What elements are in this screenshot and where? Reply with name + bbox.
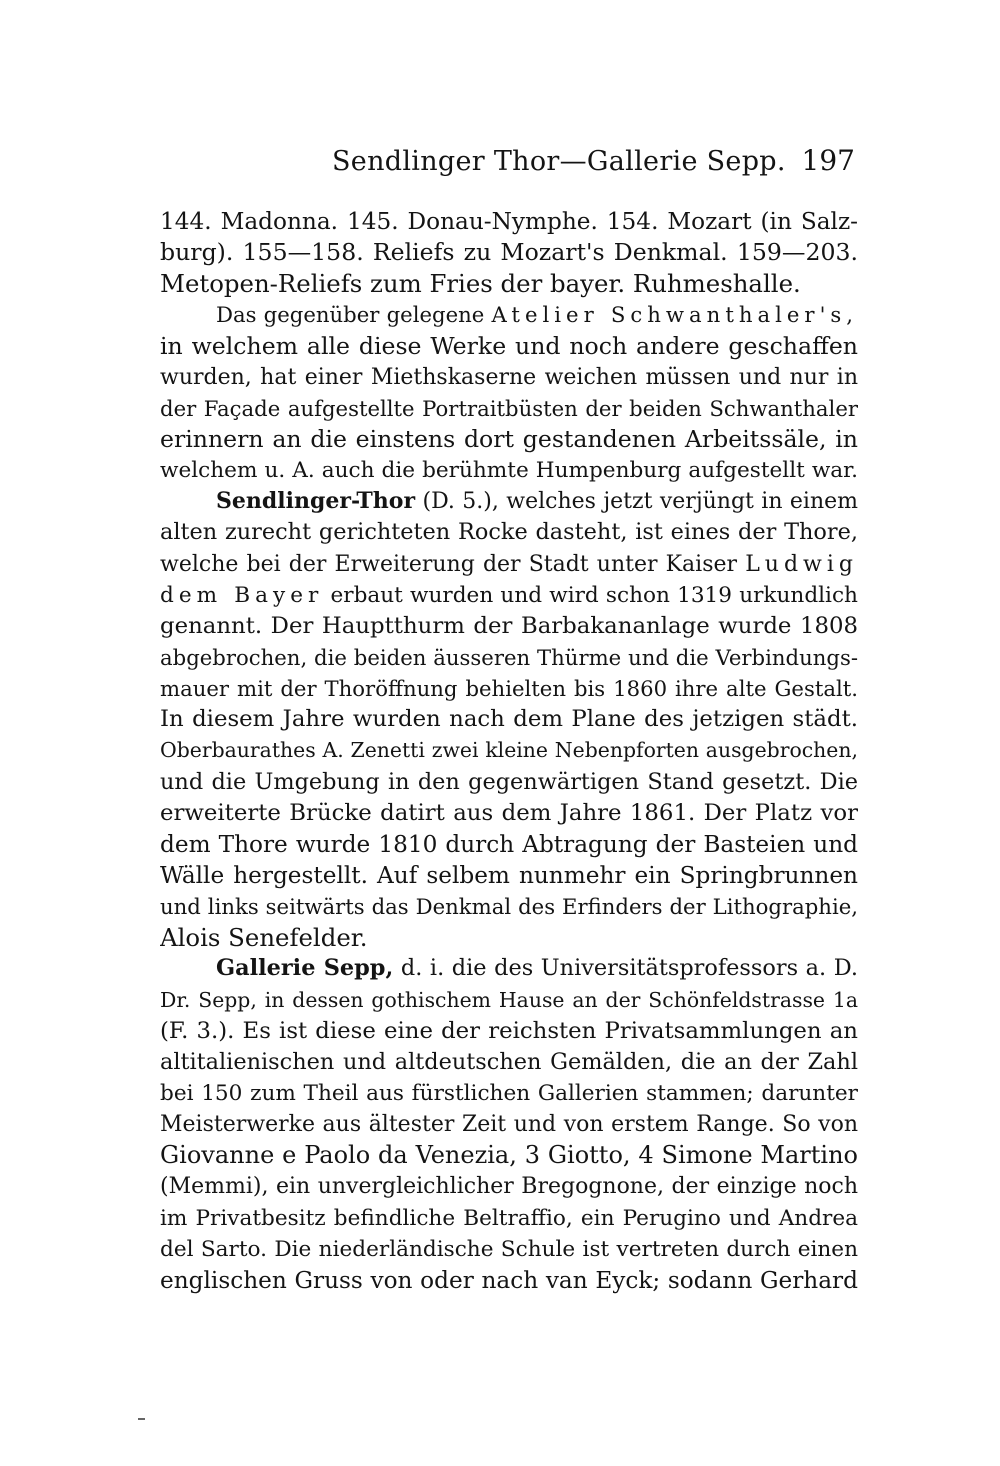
text-run: (D. 5.), welches jetzt verjüngt in einem	[422, 489, 858, 515]
text-line: wurden, hat einer Miethskaserne weichen müssen und nur in	[160, 364, 858, 390]
text-line: genannt. Der Hauptthurm der Barbakananlage wurde 1808	[160, 612, 858, 639]
page-header	[160, 146, 855, 186]
text-line: mauer mit der Thoröffnung behielten bis 1860 ihre alte Gestalt.	[160, 676, 858, 702]
text-line: Dr. Sepp, in dessen gothischem Hause an der Schönfeldstrasse 1a	[160, 987, 858, 1012]
text-line: Meisterwerke aus ältester Zeit und von erstem Range. So von	[160, 1112, 858, 1138]
text-line: Alois Senefelder.	[160, 923, 368, 953]
text-line: in welchem alle diese Werke und noch andere geschaffen	[160, 331, 858, 360]
text-line: alten zurecht gerichteten Rocke dasteht, ist eines der Thore,	[160, 519, 858, 546]
text-line: del Sarto. Die niederländische Schule ist vertreten durch einen	[160, 1236, 858, 1262]
text-run: d. i. die des Universitätsprofessors a. D.	[400, 955, 858, 982]
text-line	[160, 549, 858, 580]
text-line: 144. Madonna. 145. Donau-Nymphe. 154. Mozart (in Salz-	[160, 208, 858, 235]
text-line: und die Umgebung in den gegenwärtigen Stand gesetzt. Die	[160, 768, 858, 795]
text-run: Das gegenüber gelegene	[216, 302, 485, 328]
text-line: bei 150 zum Theil aus fürstlichen Gallerien stammen; darunter	[160, 1080, 858, 1106]
text-line: Oberbaurathes A. Zenetti zwei kleine Nebenpforten ausgebrochen,	[160, 738, 858, 763]
text-line: erinnern an die einstens dort gestandenen Arbeitssäle, in	[160, 424, 858, 453]
emphasis-run: Atelier Schwanthaler's,	[491, 302, 858, 328]
text-line: (Memmi), ein unvergleichlicher Bregognone, der einzige noch	[160, 1174, 858, 1200]
text-line	[160, 486, 858, 517]
entry-heading: Gallerie Sepp,	[216, 955, 394, 982]
text-line: (F. 3.). Es ist diese eine der reichsten Privatsammlungen an	[160, 1017, 858, 1044]
text-line	[160, 953, 858, 984]
page-number: 197	[801, 144, 855, 177]
text-line: burg). 155—158. Reliefs zu Mozart's Denkmal. 159—203.	[160, 238, 858, 267]
text-line: im Privatbesitz befindliche Beltraffio, ein Perugino und Andrea	[160, 1205, 858, 1231]
entry-heading: Sendlinger-Thor	[216, 488, 416, 515]
text-line: englischen Gruss von oder nach van Eyck; sodann Gerhard	[160, 1266, 858, 1294]
text-line: Wälle hergestellt. Auf selbem nunmehr ein Springbrunnen	[160, 861, 858, 889]
body-text	[160, 206, 858, 1296]
emphasis-run: dem Bayer	[160, 582, 324, 608]
text-line	[160, 299, 858, 330]
running-title: Sendlinger Thor—Gallerie Sepp.	[332, 146, 786, 177]
text-run: erbaut wurden und wird schon 1319 urkundlich	[330, 582, 858, 608]
text-line: der Façade aufgestellte Portraitbüsten der beiden Schwanthaler	[160, 395, 858, 421]
stray-print-mark	[138, 1418, 145, 1420]
text-line: Giovanne e Paolo da Venezia, 3 Giotto, 4 Simone Martino	[160, 1141, 858, 1170]
text-line: erweiterte Brücke datirt aus dem Jahre 1861. Der Platz vor	[160, 799, 858, 826]
text-run: welche bei der Erweiterung der Stadt unter Kaiser	[160, 551, 738, 577]
text-line: altitalienischen und altdeutschen Gemälden, die an der Zahl	[160, 1048, 858, 1075]
text-line	[160, 580, 858, 611]
text-line: In diesem Jahre wurden nach dem Plane des jetzigen städt.	[160, 706, 858, 733]
text-line: abgebrochen, die beiden äusseren Thürme und die Verbindungs-	[160, 644, 858, 670]
emphasis-run: Ludwig	[745, 551, 858, 577]
text-line: dem Thore wurde 1810 durch Abtragung der Basteien und	[160, 830, 858, 858]
text-line: Metopen-Reliefs zum Fries der bayer. Ruhmeshalle.	[160, 269, 801, 299]
text-line: und links seitwärts das Denkmal des Erfinders der Lithographie,	[160, 894, 858, 920]
text-line: welchem u. A. auch die berühmte Humpenburg aufgestellt war.	[160, 458, 858, 484]
